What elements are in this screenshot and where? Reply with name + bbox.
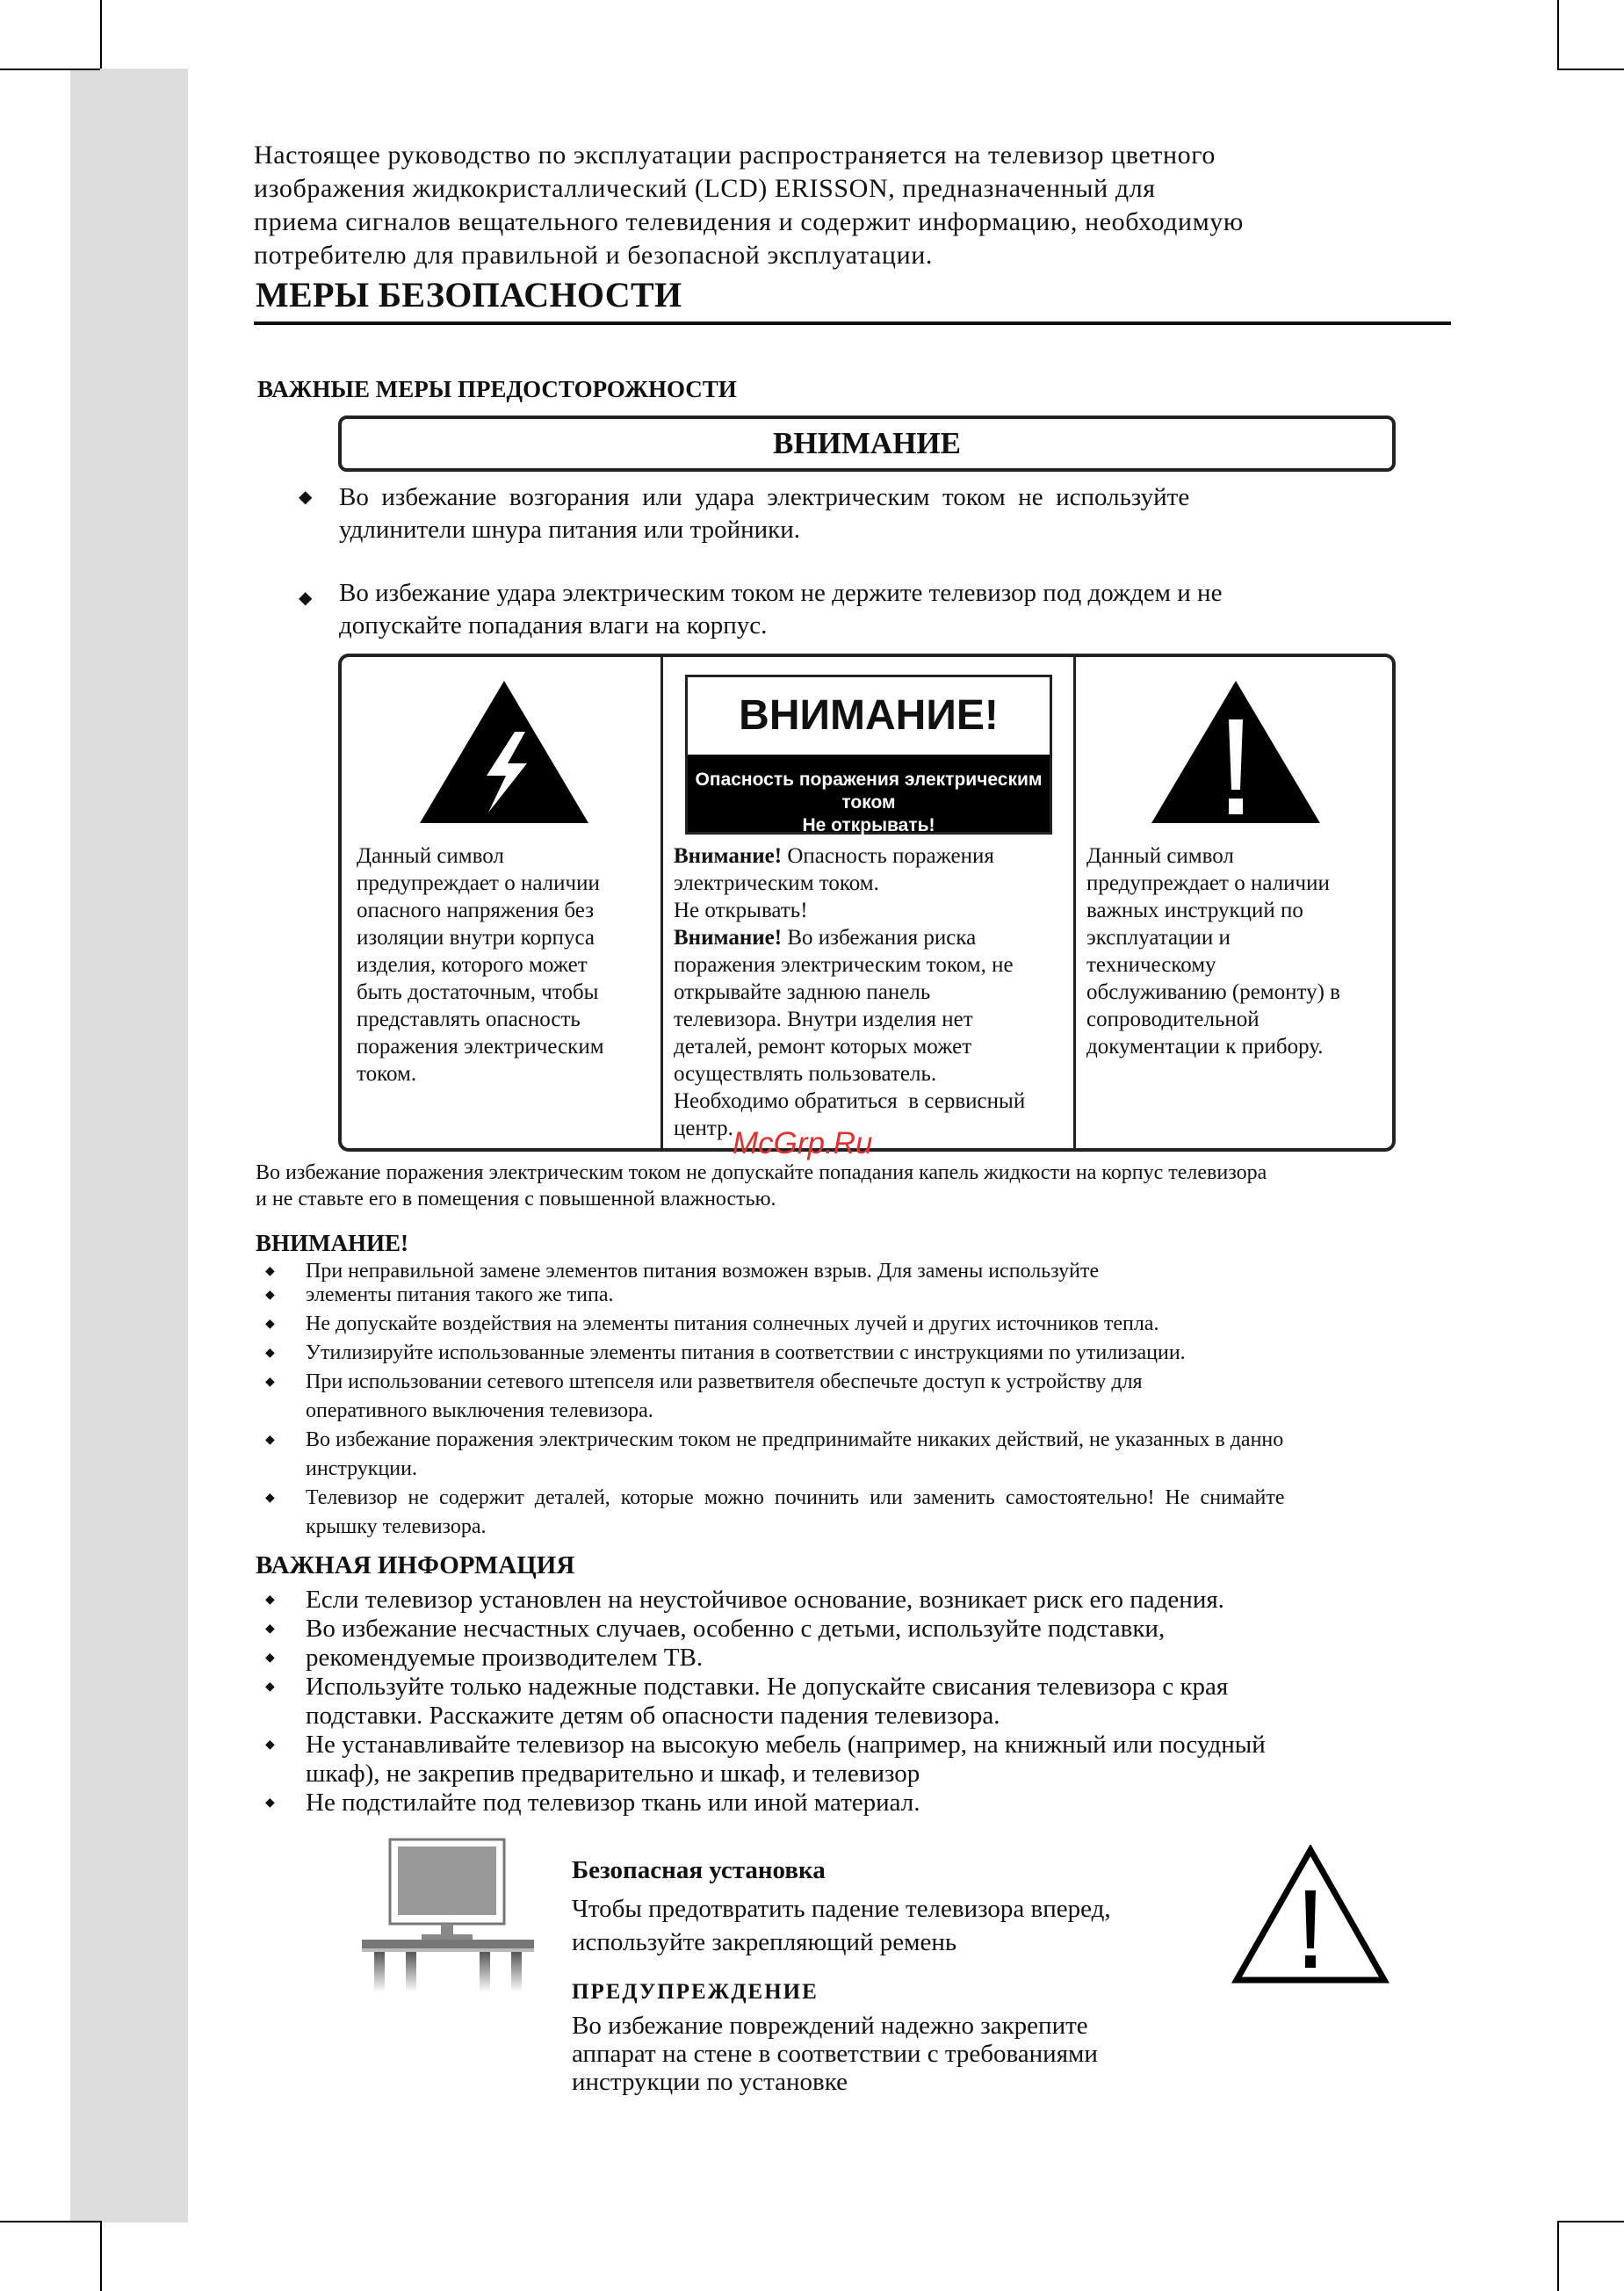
text-line: используйте закрепляющий ремень — [572, 1928, 957, 1956]
list-item-text: Используйте только надежные подставки. Не допускайте свисания телевизора с края — [306, 1673, 1229, 1701]
info-heading: ВАЖНАЯ ИНФОРМАЦИЯ — [256, 1551, 575, 1579]
text-line: электрическим током. — [674, 871, 879, 895]
bullet-icon: ◆ — [265, 1376, 275, 1389]
bullet-icon: ◆ — [265, 1680, 275, 1694]
list-item — [256, 1310, 1454, 1339]
attention-banner: ВНИМАНИЕ — [338, 416, 1396, 472]
intro-line: приема сигналов вещательного телевидения и содержит информацию, необходимую — [254, 207, 1244, 236]
list-item — [299, 577, 1300, 642]
list-item — [256, 1368, 1454, 1397]
text-line — [674, 924, 1025, 951]
text-line: Опасность поражения электрическим током — [695, 770, 1043, 813]
text-line: обслуживанию (ремонту) в — [1086, 980, 1340, 1004]
bullet-icon: ◆ — [265, 1622, 275, 1636]
list-item-text: Если телевизор установлен на неустойчивое основание, возникает риск его падения. — [306, 1586, 1224, 1614]
text-line: аппарат на стене в соответствии с требованиями — [572, 2040, 1098, 2068]
text-line: поражения электрическим током, не — [674, 953, 1014, 977]
bullet-icon: ◆ — [265, 1434, 275, 1447]
text-line: техническому — [1086, 953, 1216, 977]
list-item — [256, 1586, 1454, 1615]
text-line: предупреждает о наличии — [357, 871, 600, 895]
list-item-text: Не устанавливайте телевизор на высокую мебель (например, на книжный или посудный — [306, 1731, 1266, 1759]
text-line: изоляции внутри корпуса — [357, 926, 595, 950]
list-item — [256, 1673, 1454, 1702]
lightning-warning-icon — [416, 677, 592, 827]
text-line: центр. — [674, 1117, 733, 1140]
list-item-text: крышку телевизора. — [306, 1515, 487, 1538]
list-item — [256, 1760, 1454, 1789]
list-item-text: элементы питания такого же типа. — [306, 1283, 614, 1306]
caution-label — [685, 675, 1052, 835]
list-item-text: Не допускайте воздействия на элементы питания солнечных лучей и других источников тепла. — [306, 1312, 1159, 1335]
exclamation-warning-icon — [1148, 677, 1324, 827]
text-line: документации к прибору. — [1086, 1035, 1324, 1059]
warning-text — [572, 2012, 1274, 2096]
crop-mark — [1557, 2221, 1624, 2222]
text-line: Необходимо обратиться в сервисный — [674, 1089, 1026, 1113]
intro-paragraph — [254, 139, 1466, 272]
caution-label-title: ВНИМАНИЕ! — [739, 692, 999, 739]
crop-mark — [0, 69, 100, 70]
list-item-text: Не подстилайте под телевизор ткань или иной материал. — [306, 1789, 920, 1817]
text-line: Чтобы предотвратить падение телевизора вперед, — [572, 1895, 1111, 1923]
list-item — [256, 1426, 1454, 1455]
text-line: предупреждает о наличии — [1086, 871, 1330, 895]
safe-install-title: Безопасная установка — [572, 1856, 826, 1884]
text-line: быть достаточным, чтобы — [357, 980, 599, 1004]
crop-mark — [1557, 0, 1559, 69]
list-item — [256, 1731, 1454, 1760]
section-title: МЕРЫ БЕЗОПАСНОСТИ — [256, 275, 682, 314]
list-item-text: Во избежание поражения электрическим током не предпринимайте никаких действий, не указанных в данно — [306, 1428, 1284, 1451]
text-line: Во избежание поражения электрическим током не допускайте попадания капель жидкости на корпус телевизора — [256, 1161, 1267, 1184]
text-line: опасного напряжения без — [357, 899, 595, 922]
text-line: и не ставьте его в помещения с повышенной влажностью. — [256, 1188, 776, 1211]
bullet-icon: ◆ — [265, 1492, 275, 1505]
safe-install-text — [572, 1892, 1239, 1959]
bullet-icon: ◆ — [265, 1594, 275, 1607]
list-item-text: шкаф), не закрепив предварительно и шкаф, и телевизор — [306, 1760, 920, 1788]
text-line — [674, 842, 1025, 870]
text-line: телевизора. Внутри изделия нет — [674, 1008, 973, 1031]
bullet-icon: ◆ — [265, 1289, 275, 1302]
text-line: током. — [357, 1062, 417, 1086]
list-item — [256, 1702, 1454, 1731]
attention-list — [256, 1257, 1454, 1542]
text-line: поражения электрическим — [357, 1035, 604, 1059]
bullet-line: допускайте попадания влаги на корпус. — [339, 611, 768, 640]
bullet-line: Во избежание удара электрическим током не держите телевизор под дождем и не — [339, 579, 1223, 607]
info-list — [256, 1586, 1454, 1818]
list-item-text: При использовании сетевого штепселя или разветвителя обеспечьте доступ к устройству для — [306, 1370, 1143, 1393]
text-line: осуществлять пользователь. — [674, 1062, 937, 1086]
moisture-paragraph — [256, 1160, 1454, 1212]
bullet-icon: ◆ — [299, 488, 313, 507]
bullet-icon: ◆ — [265, 1796, 275, 1810]
text-line: открывайте заднюю панель — [674, 980, 931, 1004]
lightning-symbol-description — [357, 842, 604, 1088]
list-item — [256, 1484, 1454, 1513]
list-item — [256, 1789, 1454, 1818]
caution-description — [674, 842, 1025, 1142]
text-line: Во избежание повреждений надежно закрепите — [572, 2012, 1088, 2040]
list-item — [256, 1644, 1454, 1673]
precautions-title: ВАЖНЫЕ МЕРЫ ПРЕДОСТОРОЖНОСТИ — [257, 376, 737, 402]
text-line: Данный символ — [1086, 844, 1234, 868]
caution-label-subtitle — [688, 755, 1050, 835]
bullet-icon: ◆ — [265, 1738, 275, 1752]
bullet-line: Во избежание возгорания или удара электрическим током не используйте — [339, 483, 1190, 511]
list-item — [299, 481, 1300, 546]
bullet-icon: ◆ — [265, 1347, 275, 1360]
list-item — [256, 1615, 1454, 1644]
list-item-text: Утилизируйте использованные элементы питания в соответствии с инструкциями по утилизации. — [306, 1341, 1186, 1364]
title-rule — [254, 322, 1451, 325]
bullet-icon: ◆ — [265, 1265, 275, 1278]
list-item-text: рекомендуемые производителем ТВ. — [306, 1644, 704, 1672]
list-item — [256, 1339, 1454, 1368]
list-item-text: оперативного выключения телевизора. — [306, 1399, 653, 1422]
text-run: Опасность поражения — [782, 844, 994, 868]
list-item-text: Во избежание несчастных случаев, особенно с детьми, используйте подставки, — [306, 1615, 1166, 1643]
bullet-icon: ◆ — [299, 589, 313, 608]
intro-line: изображения жидкокристаллический (LCD) ERISSON, предназначенный для — [254, 174, 1156, 203]
crop-mark — [1557, 69, 1624, 70]
list-item — [256, 1513, 1454, 1542]
text-line: Не открывать! — [802, 815, 935, 835]
emphasis: Внимание! — [674, 926, 783, 950]
column-divider — [660, 657, 663, 1148]
watermark: McGrp.Ru — [733, 1126, 873, 1160]
bullet-icon: ◆ — [265, 1318, 275, 1331]
text-line: Данный символ — [357, 844, 504, 868]
text-line: эксплуатации и — [1086, 926, 1231, 950]
crop-mark — [0, 2221, 100, 2222]
text-line: сопроводительной — [1086, 1008, 1260, 1031]
text-line: Не открывать! — [674, 899, 808, 922]
emphasis: Внимание! — [674, 844, 783, 868]
warning-title: ПРЕДУПРЕЖДЕНИЕ — [572, 1980, 819, 2004]
bullet-line: удлинители шнура питания или тройники. — [339, 516, 800, 544]
bullet-icon: ◆ — [265, 1651, 275, 1665]
text-line: изделия, которого может — [357, 953, 588, 977]
exclamation-symbol-description — [1086, 842, 1340, 1060]
list-item-text: При неправильной замене элементов питания возможен взрыв. Для замены используйте — [306, 1260, 1100, 1283]
tv-on-stand-icon — [360, 1838, 536, 1994]
text-line: важных инструкций по — [1086, 899, 1303, 922]
list-item-text: инструкции. — [306, 1457, 417, 1480]
crop-mark — [100, 2221, 102, 2291]
list-item-text: Телевизор не содержит деталей, которые можно починить или заменить самостоятельно! Не снимайте — [306, 1486, 1285, 1509]
list-item — [256, 1281, 1454, 1310]
list-item — [256, 1397, 1454, 1426]
crop-mark — [1557, 2221, 1559, 2291]
crop-mark — [100, 0, 102, 69]
intro-line: потребителю для правильной и безопасной эксплуатации. — [254, 241, 933, 270]
list-item — [256, 1455, 1454, 1484]
intro-line: Настоящее руководство по эксплуатации распространяется на телевизор цветного — [254, 141, 1216, 170]
page-margin-strip — [70, 69, 188, 2222]
text-line: деталей, ремонт которых может — [674, 1035, 972, 1059]
attention-heading: ВНИМАНИЕ! — [256, 1230, 408, 1256]
exclamation-outline-icon — [1231, 1845, 1389, 1985]
column-divider — [1073, 657, 1076, 1148]
text-run: Во избежания риска — [782, 926, 977, 950]
list-item-text: подставки. Расскажите детям об опасности падения телевизора. — [306, 1702, 1000, 1730]
text-line: представлять опасность — [357, 1008, 581, 1031]
text-line: инструкции по установке — [572, 2068, 848, 2096]
